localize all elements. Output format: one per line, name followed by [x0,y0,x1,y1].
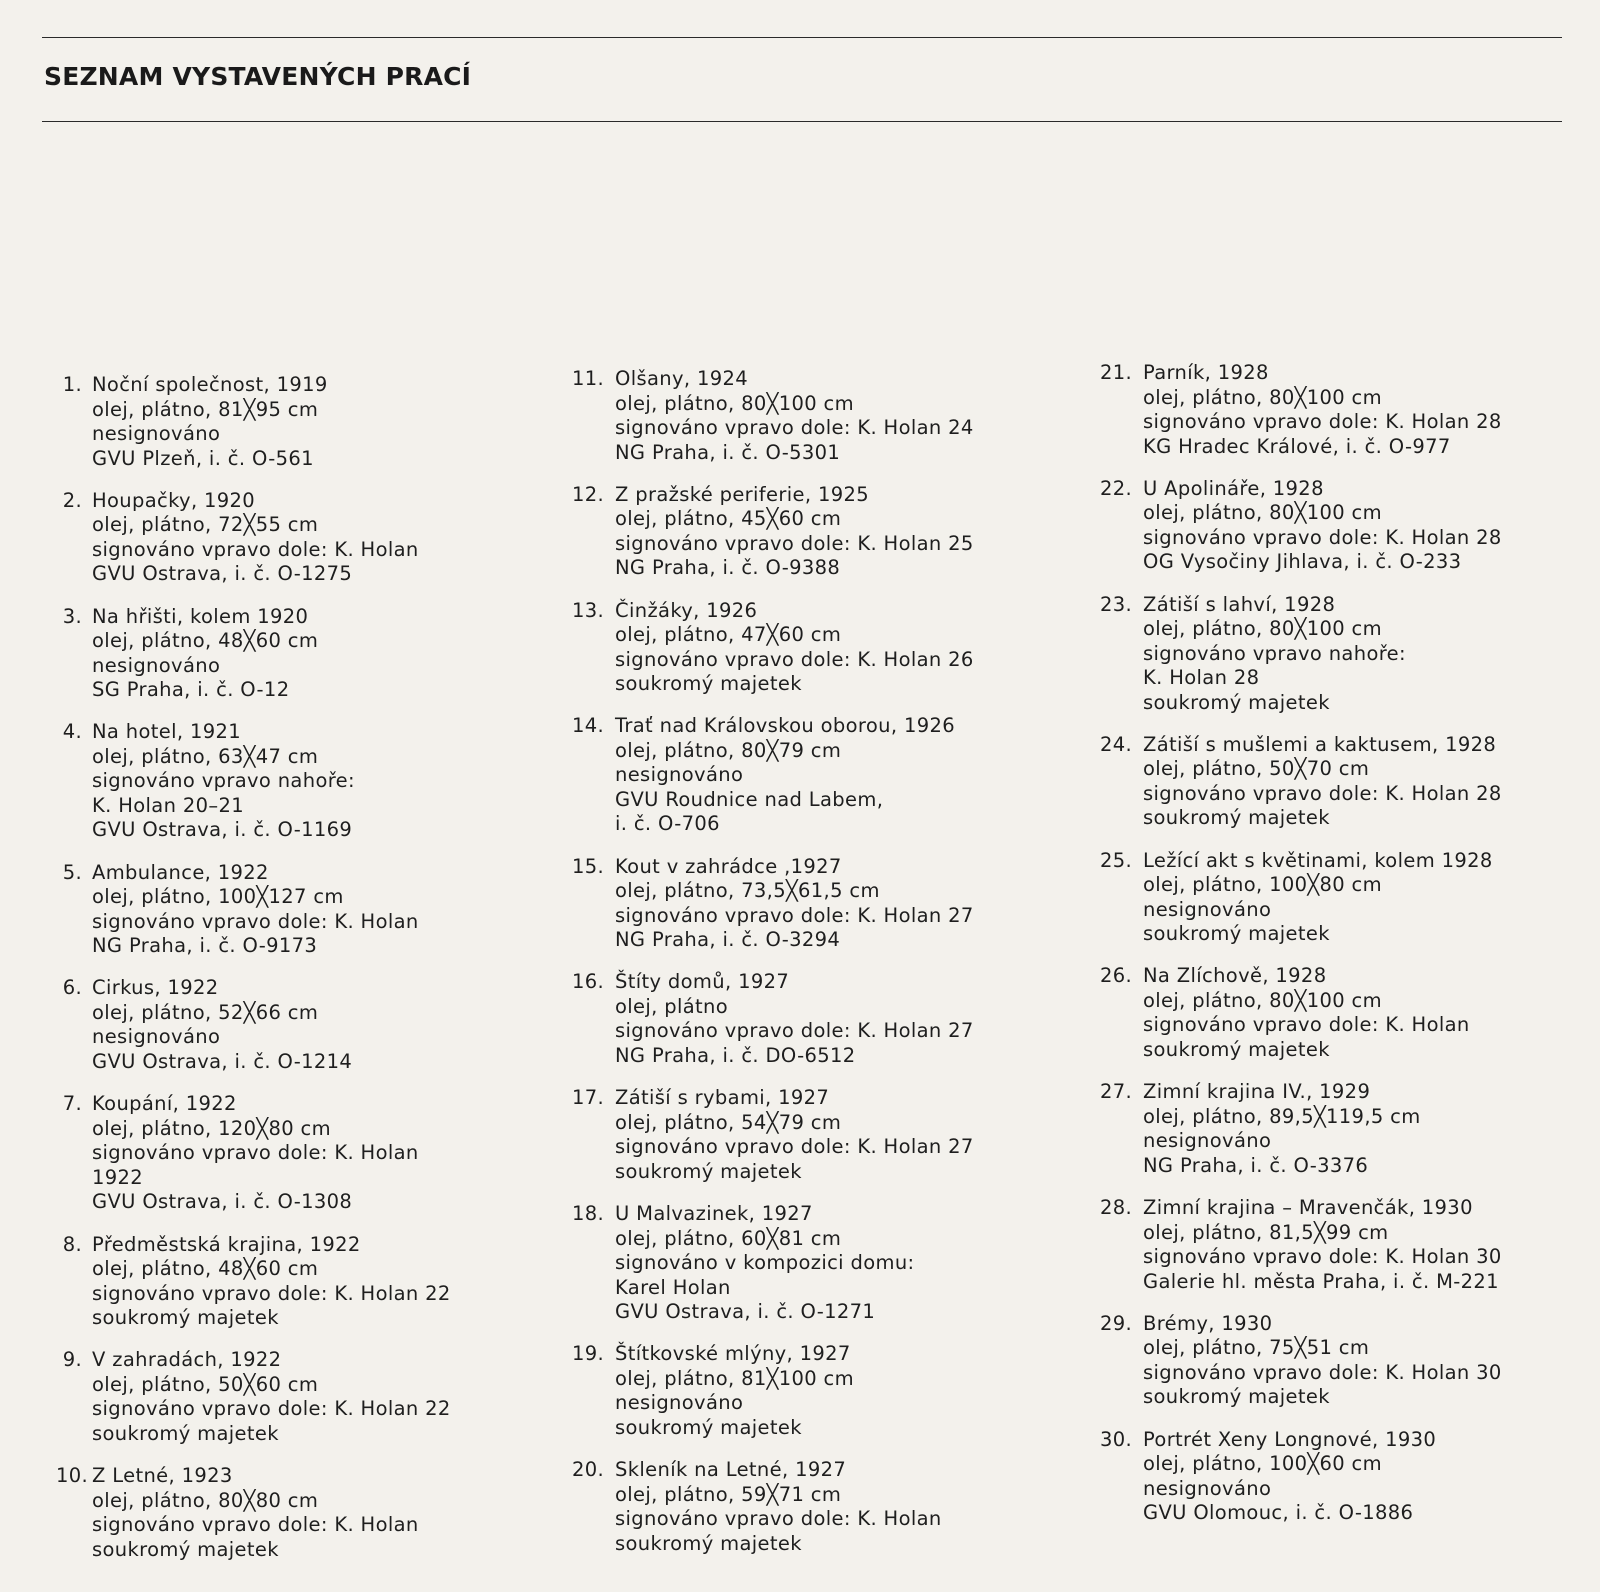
entry-signature: signováno vpravo dole: K. Holan 25 [615,531,974,555]
entry-number: 25. [1100,848,1133,872]
entry-number: 28. [1100,1196,1133,1220]
entry-collection: GVU Olomouc, i. č. O-1886 [1143,1501,1414,1525]
entry-medium: olej, plátno, 89,5╳119,5 cm [1143,1104,1421,1128]
entry-medium: olej, plátno, 120╳80 cm [92,1116,331,1140]
entry-number: 5. [62,860,82,884]
catalogue-entry [572,367,1092,465]
entry-medium: olej, plátno, 48╳60 cm [92,629,319,653]
page-title: SEZNAM VYSTAVENÝCH PRACÍ [44,62,472,91]
catalogue-entry [56,605,576,703]
entry-signature: nesignováno [1143,897,1272,921]
entry-number: 19. [572,1342,605,1366]
entry-collection: soukromý majetek [92,1537,279,1561]
entry-collection: soukromý majetek [1143,1385,1330,1409]
catalogue-entry [1100,477,1600,575]
entry-number: 17. [572,1086,605,1110]
entry-title: Z Letné, 1923 [92,1464,233,1488]
catalogue-entry [1100,849,1600,947]
entry-title: Ležící akt s květinami, kolem 1928 [1143,848,1493,872]
entry-medium: olej, plátno, 45╳60 cm [615,507,842,531]
entry-collection: GVU Ostrava, i. č. O-1275 [92,562,353,586]
entry-signature: signováno vpravo dole: K. Holan 27 [615,903,974,927]
entry-signature: signováno vpravo dole: K. Holan [92,537,419,561]
entry-signature: signováno vpravo dole: K. Holan 27 [615,1019,974,1043]
entry-collection: NG Praha, i. č. O-3376 [1143,1153,1369,1177]
entry-medium: olej, plátno, 80╳79 cm [615,738,842,762]
entry-title: Cirkus, 1922 [92,976,219,1000]
entry-title: Zimní krajina IV., 1929 [1143,1080,1371,1104]
entry-title: Noční společnost, 1919 [92,373,328,396]
entry-medium: olej, plátno, 81,5╳99 cm [1143,1220,1389,1244]
entry-number: 29. [1100,1311,1133,1335]
entry-medium: olej, plátno, 60╳81 cm [615,1226,842,1250]
entry-number: 10. [56,1464,89,1488]
entry-medium: olej, plátno, 75╳51 cm [1143,1336,1370,1360]
entry-title: Činžáky, 1926 [615,598,758,622]
entry-signature: nesignováno [92,1025,221,1049]
catalogue-entry [572,1086,1092,1184]
catalogue-entry [1100,1196,1600,1294]
entry-collection: Galerie hl. města Praha, i. č. M-221 [1143,1269,1499,1293]
entry-medium: olej, plátno, 100╳60 cm [1143,1452,1382,1476]
entry-number: 4. [62,720,82,744]
entry-collection: 1922 [92,1165,144,1189]
entry-signature: nesignováno [615,763,744,787]
entry-signature: signováno vpravo dole: K. Holan 28 [1143,525,1502,549]
entry-signature: nesignováno [1143,1129,1272,1153]
entry-title: Zátiší s rybami, 1927 [615,1086,830,1110]
entry-detail: GVU Ostrava, i. č. O-1169 [92,818,353,842]
entry-title: Olšany, 1924 [615,367,748,390]
entry-number: 30. [1100,1427,1133,1451]
entry-collection: NG Praha, i. č. O-9173 [92,934,318,958]
entry-title: Štíty domů, 1927 [615,970,790,994]
catalogue-entry [1100,1080,1600,1178]
entry-number: 20. [572,1458,605,1482]
catalogue-entry [1100,1428,1600,1526]
entry-title: Předměstská krajina, 1922 [92,1232,361,1256]
entry-signature: signováno vpravo nahoře: [1143,641,1406,665]
catalogue-entry [572,714,1092,837]
entry-number: 3. [62,604,82,628]
entry-medium: olej, plátno, 48╳60 cm [92,1257,319,1281]
entry-signature: signováno vpravo dole: K. Holan 22 [92,1397,451,1421]
entry-title: Skleník na Letné, 1927 [615,1458,847,1482]
catalogue-entry [572,1342,1092,1440]
entry-title: Brémy, 1930 [1143,1311,1273,1335]
entry-title: Kout v zahrádce ,1927 [615,854,842,878]
entry-title: Na hotel, 1921 [92,720,242,744]
entry-number: 26. [1100,964,1133,988]
entry-collection: SG Praha, i. č. O-12 [92,678,290,702]
entry-collection: GVU Roudnice nad Labem, [615,787,884,811]
entry-number: 23. [1100,592,1133,616]
entry-title: Houpačky, 1920 [92,488,256,512]
entry-number: 14. [572,714,605,738]
top-rule [42,37,1562,38]
entry-title: Na Zlíchově, 1928 [1143,964,1327,988]
entry-number: 16. [572,970,605,994]
entry-number: 1. [62,373,82,396]
catalogue-entry [1100,733,1600,831]
catalogue-entry [56,373,576,471]
entry-number: 18. [572,1202,605,1226]
catalogue-entry [572,855,1092,953]
entry-medium: olej, plátno, 50╳70 cm [1143,757,1370,781]
entry-collection: soukromý majetek [615,1159,802,1183]
entry-signature: signováno vpravo dole: K. Holan 30 [1143,1360,1502,1384]
entry-signature: nesignováno [1143,1476,1272,1500]
entry-medium: olej, plátno, 80╳100 cm [615,391,854,415]
entry-signature: signováno vpravo dole: K. Holan 22 [92,1281,451,1305]
entry-medium: olej, plátno, 72╳55 cm [92,513,319,537]
entry-medium: olej, plátno, 80╳100 cm [1143,385,1382,409]
catalogue-entry [56,1233,576,1331]
entry-signature: signováno vpravo dole: K. Holan [1143,1013,1470,1037]
catalogue-entry [1100,964,1600,1062]
entry-medium: olej, plátno, 73,5╳61,5 cm [615,879,880,903]
title-rule [42,121,1562,122]
entry-medium: olej, plátno, 81╳95 cm [92,397,319,421]
entry-title: U Apolináře, 1928 [1143,476,1324,500]
entry-signature: signováno vpravo dole: K. Holan 30 [1143,1245,1502,1269]
catalogue-entry [572,483,1092,581]
entry-title: V zahradách, 1922 [92,1348,282,1372]
entry-title: Trať nad Královskou oborou, 1926 [615,714,955,738]
entry-medium: olej, plátno, 54╳79 cm [615,1110,842,1134]
entry-medium: olej, plátno, 80╳80 cm [92,1488,319,1512]
entry-signature: signováno vpravo dole: K. Holan [92,1141,419,1165]
catalogue-entry [572,599,1092,697]
entry-signature: signováno vpravo dole: K. Holan [615,1507,942,1531]
entry-medium: olej, plátno, 80╳100 cm [1143,617,1382,641]
entry-collection: GVU Plzeň, i. č. O-561 [92,446,314,470]
catalogue-entry [1100,593,1600,716]
entry-medium: olej, plátno, 59╳71 cm [615,1482,842,1506]
entry-title: Koupání, 1922 [92,1092,237,1116]
catalogue-entry [56,976,576,1074]
entry-signature: signováno vpravo dole: K. Holan 27 [615,1135,974,1159]
entry-medium: olej, plátno [615,994,729,1018]
entry-detail: GVU Ostrava, i. č. O-1271 [615,1300,876,1324]
entry-title: Zátiší s lahví, 1928 [1143,592,1336,616]
entry-number: 2. [62,488,82,512]
entry-detail: GVU Ostrava, i. č. O-1308 [92,1190,353,1214]
entry-collection: soukromý majetek [92,1306,279,1330]
entry-signature: signováno vpravo dole: K. Holan 26 [615,647,974,671]
entry-title: Z pražské periferie, 1925 [615,482,869,506]
entry-collection: soukromý majetek [92,1421,279,1445]
entry-medium: olej, plátno, 100╳80 cm [1143,873,1382,897]
entry-number: 21. [1100,361,1133,384]
entry-signature: signováno vpravo dole: K. Holan 28 [1143,781,1502,805]
entry-medium: olej, plátno, 81╳100 cm [615,1366,854,1390]
catalogue-column-1 [56,373,576,1580]
entry-number: 27. [1100,1080,1133,1104]
catalogue-entry [56,1348,576,1446]
entry-signature: signováno vpravo dole: K. Holan 28 [1143,410,1502,433]
entry-medium: olej, plátno, 47╳60 cm [615,623,842,647]
entry-number: 7. [62,1092,82,1116]
entry-signature: signováno vpravo dole: K. Holan [92,909,419,933]
entry-title: Zátiší s mušlemi a kaktusem, 1928 [1143,732,1497,756]
entry-title: U Malvazinek, 1927 [615,1202,813,1226]
entry-signature: signováno vpravo nahoře: [92,769,355,793]
entry-title: Zimní krajina – Mravenčák, 1930 [1143,1196,1473,1220]
entry-signature: nesignováno [92,653,221,677]
entry-number: 22. [1100,476,1133,500]
entry-detail: i. č. O-706 [615,812,720,836]
entry-collection: soukromý majetek [615,1415,802,1439]
entry-collection: OG Vysočiny Jihlava, i. č. O-233 [1143,550,1462,574]
entry-medium: olej, plátno, 63╳47 cm [92,744,319,768]
entry-number: 24. [1100,732,1133,756]
entry-collection: soukromý majetek [1143,922,1330,946]
entry-collection: Karel Holan [615,1275,731,1299]
entry-collection: NG Praha, i. č. O-3294 [615,928,841,952]
entry-detail: soukromý majetek [1143,690,1330,714]
entry-title: Na hřišti, kolem 1920 [92,604,309,628]
entry-number: 9. [62,1348,82,1372]
entry-collection: GVU Ostrava, i. č. O-1214 [92,1049,353,1073]
entry-signature: nesignováno [615,1391,744,1415]
catalogue-entry [572,1458,1092,1556]
entry-title: Štítkovské mlýny, 1927 [615,1342,851,1366]
entry-collection: NG Praha, i. č. DO-6512 [615,1043,856,1067]
entry-title: Portrét Xeny Longnové, 1930 [1143,1427,1437,1451]
entry-collection: NG Praha, i. č. O-9388 [615,556,841,580]
entry-medium: olej, plátno, 80╳100 cm [1143,501,1382,525]
entry-collection: soukromý majetek [1143,806,1330,830]
entry-collection: soukromý majetek [1143,1037,1330,1061]
entry-title: Ambulance, 1922 [92,860,269,884]
catalogue-column-2 [572,367,1092,1574]
catalogue-entry [56,1092,576,1215]
entry-medium: olej, plátno, 80╳100 cm [1143,988,1382,1012]
catalogue-entry [56,861,576,959]
entry-collection: K. Holan 20–21 [92,793,244,817]
catalogue-entry [56,489,576,587]
catalogue-entry [572,970,1092,1068]
entry-collection: KG Hradec Králové, i. č. O-977 [1143,434,1451,458]
entry-title: Parník, 1928 [1143,361,1269,384]
entry-signature: signováno vpravo dole: K. Holan 24 [615,416,974,439]
entry-collection: NG Praha, i. č. O-5301 [615,440,841,464]
catalogue-entry [572,1202,1092,1325]
entry-signature: signováno vpravo dole: K. Holan [92,1513,419,1537]
entry-number: 12. [572,482,605,506]
entry-collection: soukromý majetek [615,672,802,696]
entry-number: 8. [62,1232,82,1256]
catalogue-column-3 [1100,361,1600,1543]
catalogue-entry [56,720,576,843]
entry-collection: K. Holan 28 [1143,666,1260,690]
entry-signature: nesignováno [92,422,221,445]
catalogue-entry [1100,1312,1600,1410]
entry-medium: olej, plátno, 52╳66 cm [92,1000,319,1024]
entry-collection: soukromý majetek [615,1531,802,1555]
entry-signature: signováno v kompozici domu: [615,1251,915,1275]
entry-number: 6. [62,976,82,1000]
catalogue-entry [56,1464,576,1562]
entry-medium: olej, plátno, 100╳127 cm [92,885,344,909]
entry-number: 15. [572,854,605,878]
catalogue-entry [1100,361,1600,459]
entry-number: 11. [572,367,605,390]
entry-number: 13. [572,598,605,622]
entry-medium: olej, plátno, 50╳60 cm [92,1372,319,1396]
